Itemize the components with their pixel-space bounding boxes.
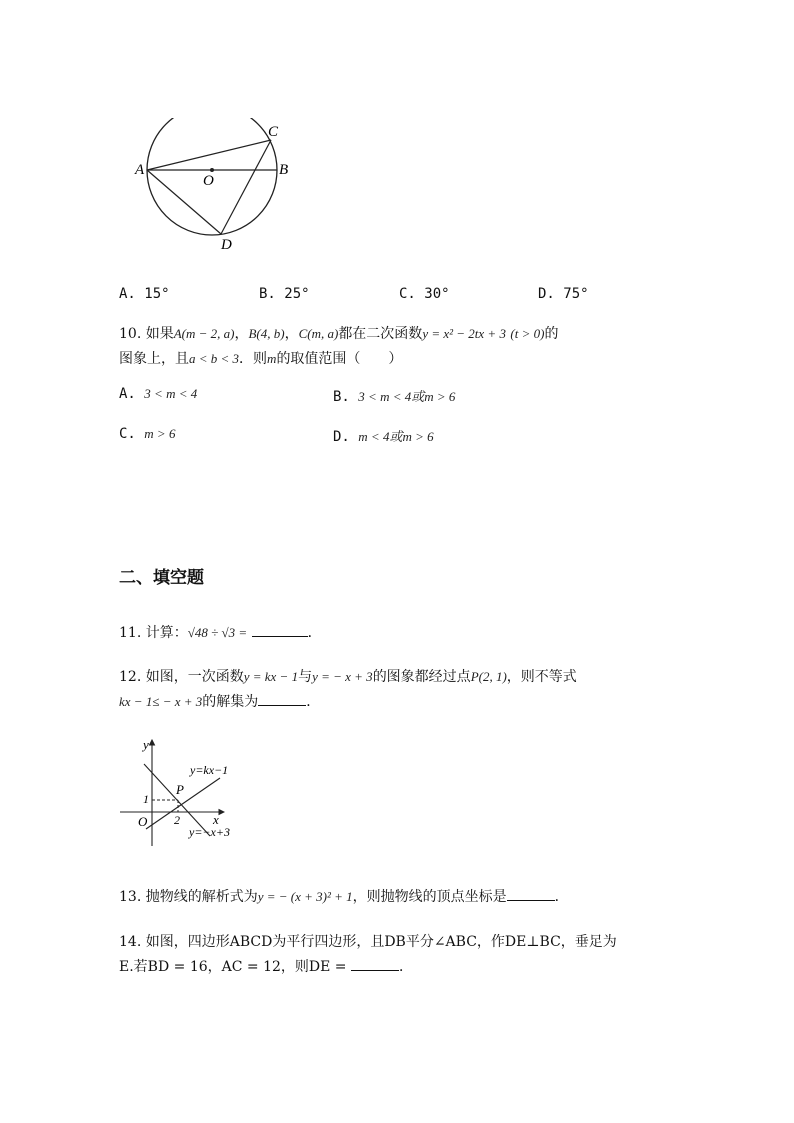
answer-blank[interactable] (507, 886, 555, 901)
answer-blank[interactable] (351, 956, 399, 971)
q10-text: 图象上，且 (119, 351, 189, 367)
condition: (t > 0) (510, 326, 545, 341)
tick-1-label: 1 (143, 792, 149, 806)
q10-option-a[interactable] (119, 386, 197, 402)
option-text: 3 < m < 4或m > 6 (358, 389, 456, 404)
function-1: y = kx − 1 (243, 669, 299, 684)
option-text: 15° (144, 286, 170, 302)
label-C: C (268, 124, 279, 140)
period: ． (307, 625, 322, 641)
linear-graph-figure (115, 735, 255, 853)
option-text: 3 < m < 4 (144, 386, 198, 401)
function-2: y = − x + 3 (312, 669, 373, 684)
q12-line2 (119, 691, 320, 711)
label-A: A (135, 162, 145, 178)
period: ． (306, 694, 321, 710)
q10-option-b[interactable] (333, 386, 455, 405)
q10-line1 (119, 323, 558, 343)
q10-text: ．则 (239, 351, 268, 367)
quadratic-function: y = x² − 2tx + 3 (422, 326, 506, 341)
q12-line1 (119, 666, 577, 686)
point-c: C(m, a) (298, 326, 339, 341)
period: ． (554, 889, 569, 905)
q10-text: 都在二次函数 (338, 326, 423, 342)
label-D: D (221, 237, 232, 253)
circle-figure (130, 118, 300, 258)
q12-text: 与 (298, 669, 313, 685)
question-number: 14. (119, 934, 142, 950)
q9-option-c[interactable] (399, 286, 450, 302)
separator: ， (234, 326, 249, 342)
point-p: P(2, 1) (470, 669, 507, 684)
q9-option-a[interactable] (119, 286, 170, 302)
q14-text: 如图，四边形ABCD为平行四边形，且DB平分∠ABC，作DE⊥BC，垂足为 (145, 934, 617, 950)
q13-text: 抛物线的解析式为 (145, 889, 258, 905)
option-letter: D. (538, 286, 555, 302)
q9-option-d[interactable] (538, 286, 589, 302)
q11 (119, 622, 322, 642)
q14-line2 (119, 956, 413, 976)
line2-label: y=−x+3 (189, 825, 230, 839)
option-text: 25° (284, 286, 310, 302)
option-text: m < 4或m > 6 (358, 429, 434, 444)
option-letter: C. (399, 286, 416, 302)
option-text: m > 6 (144, 426, 176, 441)
option-letter: A. (119, 386, 136, 402)
label-B: B (279, 162, 289, 178)
answer-blank[interactable] (252, 622, 308, 637)
chord-CD (221, 140, 271, 234)
x-axis-label: x (213, 812, 219, 827)
question-number: 11. (119, 625, 142, 641)
section-title: 二、填空题 (119, 568, 204, 588)
origin-label: O (138, 814, 148, 829)
question-number: 10. (119, 326, 142, 342)
variable-m: m (267, 351, 277, 366)
parabola-expression: y = − (x + 3)² + 1 (257, 889, 353, 904)
option-letter: C. (119, 426, 136, 442)
inequality: a < b < 3 (189, 351, 240, 366)
q9-option-b[interactable] (259, 286, 310, 302)
q11-text: 计算： (145, 625, 188, 641)
y-axis-label: y (143, 737, 149, 752)
sqrt-expression: √48 ÷ √3 = (187, 625, 248, 640)
label-O: O (203, 173, 214, 189)
question-number: 12. (119, 669, 142, 685)
q14-line1 (119, 931, 617, 951)
center-dot (210, 168, 214, 172)
q12-text: 的解集为 (202, 694, 259, 710)
point-p-label: P (176, 782, 184, 797)
q10-option-c[interactable] (119, 426, 175, 442)
option-text: 30° (424, 286, 450, 302)
option-letter: B. (259, 286, 276, 302)
q12-text: 的图象都经过点 (372, 669, 471, 685)
chord-AC (147, 140, 271, 170)
period: ． (398, 959, 413, 975)
q10-text: 的 (544, 326, 559, 342)
q12-text: 如图，一次函数 (145, 669, 244, 685)
q10-text: 的取值范围（ ） (276, 351, 403, 367)
separator: ， (284, 326, 299, 342)
q12-text: ，则不等式 (506, 669, 577, 685)
tick-2-label: 2 (174, 813, 180, 827)
point-a: A(m − 2, a) (173, 326, 235, 341)
question-number: 13. (119, 889, 142, 905)
line1-label: y=kx−1 (190, 763, 229, 777)
inequality: kx − 1≤ − x + 3 (119, 694, 203, 709)
option-letter: A. (119, 286, 136, 302)
q14-text: E.若BD = 16，AC = 12，则DE = (119, 959, 347, 975)
option-text: 75° (563, 286, 589, 302)
option-letter: D. (333, 429, 350, 445)
answer-blank[interactable] (258, 691, 306, 706)
q10-text: 如果 (145, 326, 174, 342)
q13-text: ，则抛物线的顶点坐标是 (352, 889, 507, 905)
q10-line2 (119, 348, 402, 368)
q10-option-d[interactable] (333, 426, 434, 445)
q13 (119, 886, 569, 906)
option-letter: B. (333, 389, 350, 405)
point-b: B(4, b) (248, 326, 285, 341)
